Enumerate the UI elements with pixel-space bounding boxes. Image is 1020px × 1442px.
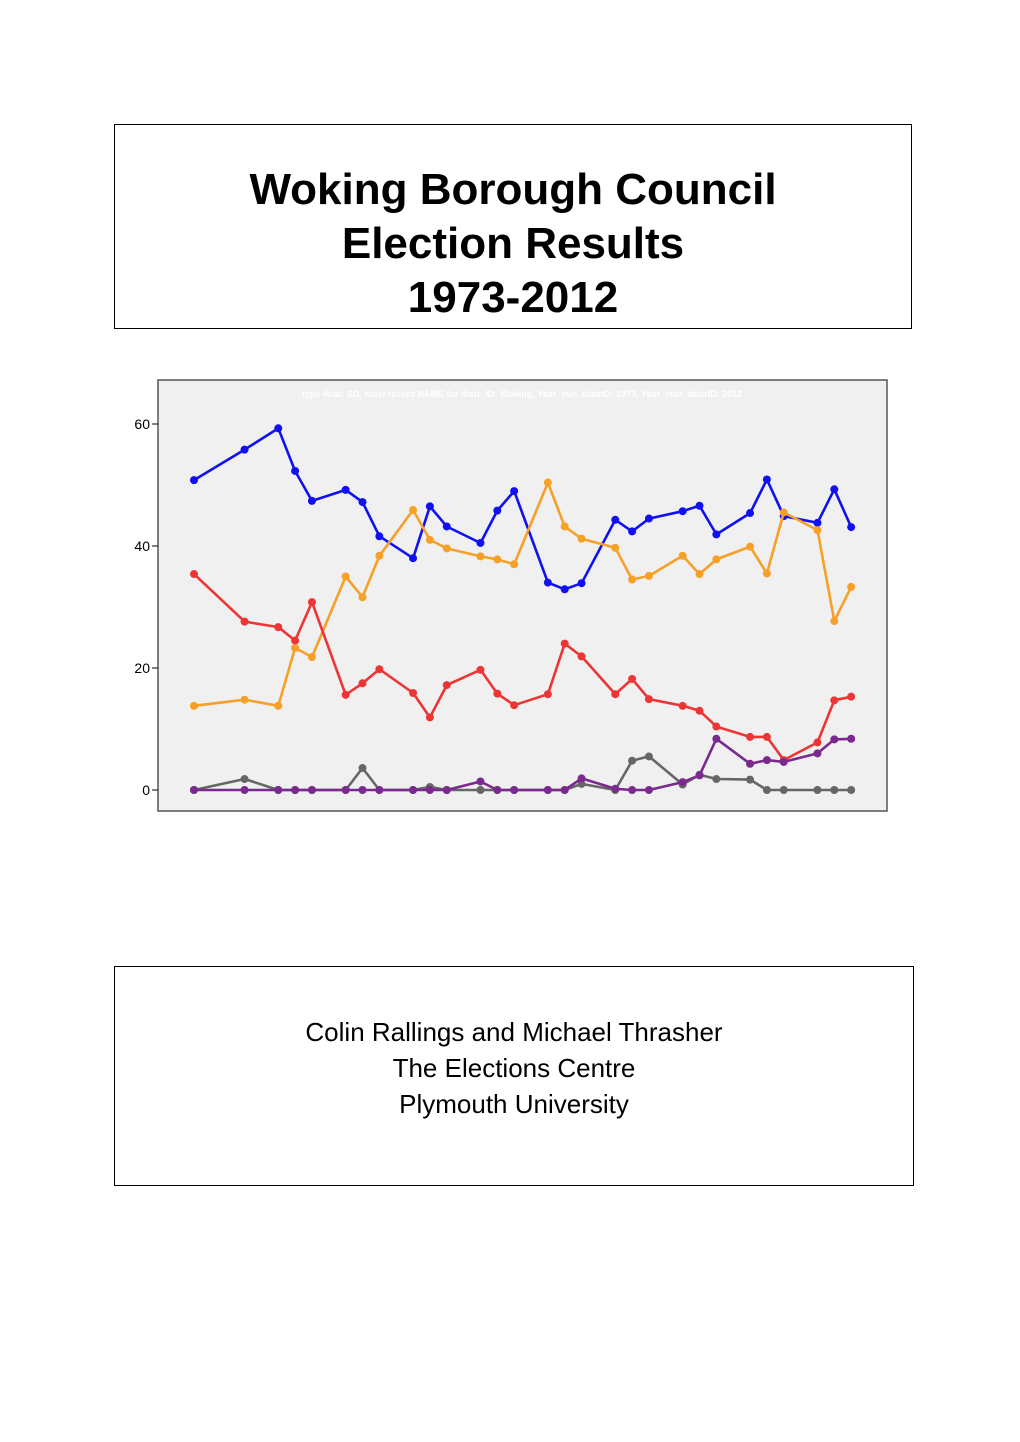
data-point bbox=[712, 555, 720, 563]
data-point bbox=[359, 764, 367, 772]
data-point bbox=[628, 675, 636, 683]
data-point bbox=[830, 735, 838, 743]
data-point bbox=[611, 785, 619, 793]
data-point bbox=[813, 786, 821, 794]
data-point bbox=[443, 681, 451, 689]
y-tick-label: 40 bbox=[134, 538, 150, 554]
data-point bbox=[274, 786, 282, 794]
title-box bbox=[114, 124, 912, 329]
data-point bbox=[830, 617, 838, 625]
data-point bbox=[291, 467, 299, 475]
data-point bbox=[847, 735, 855, 743]
data-point bbox=[679, 552, 687, 560]
data-point bbox=[813, 738, 821, 746]
data-point bbox=[628, 757, 636, 765]
data-point bbox=[611, 690, 619, 698]
data-point bbox=[241, 618, 249, 626]
data-point bbox=[342, 486, 350, 494]
data-point bbox=[578, 535, 586, 543]
data-point bbox=[443, 522, 451, 530]
data-point bbox=[645, 695, 653, 703]
data-point bbox=[493, 555, 501, 563]
data-point bbox=[375, 552, 383, 560]
data-point bbox=[426, 713, 434, 721]
data-point bbox=[493, 507, 501, 515]
data-point bbox=[645, 786, 653, 794]
data-point bbox=[696, 502, 704, 510]
data-point bbox=[763, 569, 771, 577]
data-point bbox=[510, 560, 518, 568]
authors: Colin Rallings and Michael Thrasher bbox=[305, 1017, 723, 1047]
data-point bbox=[813, 749, 821, 757]
data-point bbox=[578, 579, 586, 587]
data-point bbox=[190, 476, 198, 484]
data-point bbox=[426, 502, 434, 510]
data-point bbox=[813, 519, 821, 527]
document-title: Woking Borough Council bbox=[249, 165, 777, 214]
data-point bbox=[611, 544, 619, 552]
data-point bbox=[696, 570, 704, 578]
data-point bbox=[780, 758, 788, 766]
data-point bbox=[847, 693, 855, 701]
data-point bbox=[696, 771, 704, 779]
data-point bbox=[190, 786, 198, 794]
year-range: 1973-2012 bbox=[407, 273, 619, 322]
data-point bbox=[476, 666, 484, 674]
data-point bbox=[291, 637, 299, 645]
data-point bbox=[746, 776, 754, 784]
y-axis bbox=[134, 416, 158, 798]
data-point bbox=[409, 689, 417, 697]
election-chart bbox=[100, 368, 900, 828]
data-point bbox=[359, 786, 367, 794]
data-point bbox=[712, 723, 720, 731]
data-point bbox=[763, 756, 771, 764]
data-point bbox=[342, 573, 350, 581]
data-point bbox=[847, 583, 855, 591]
y-tick-label: 60 bbox=[134, 416, 150, 432]
data-point bbox=[308, 653, 316, 661]
data-point bbox=[578, 774, 586, 782]
data-point bbox=[561, 585, 569, 593]
data-point bbox=[476, 777, 484, 785]
data-point bbox=[746, 543, 754, 551]
data-point bbox=[763, 733, 771, 741]
data-point bbox=[342, 786, 350, 794]
data-point bbox=[813, 526, 821, 534]
data-point bbox=[544, 690, 552, 698]
data-point bbox=[780, 786, 788, 794]
data-point bbox=[544, 579, 552, 587]
data-point bbox=[190, 702, 198, 710]
data-point bbox=[544, 479, 552, 487]
data-point bbox=[696, 707, 704, 715]
data-point bbox=[763, 786, 771, 794]
data-point bbox=[241, 446, 249, 454]
data-point bbox=[645, 752, 653, 760]
data-point bbox=[847, 523, 855, 531]
data-point bbox=[291, 644, 299, 652]
data-point bbox=[190, 570, 198, 578]
data-point bbox=[578, 652, 586, 660]
data-point bbox=[443, 544, 451, 552]
data-point bbox=[746, 760, 754, 768]
data-point bbox=[241, 775, 249, 783]
data-point bbox=[611, 516, 619, 524]
data-point bbox=[561, 786, 569, 794]
data-point bbox=[510, 701, 518, 709]
data-point bbox=[493, 786, 501, 794]
data-point bbox=[359, 498, 367, 506]
data-point bbox=[359, 679, 367, 687]
data-point bbox=[628, 786, 636, 794]
data-point bbox=[763, 476, 771, 484]
data-point bbox=[308, 497, 316, 505]
credit-box bbox=[114, 966, 914, 1186]
centre: The Elections Centre bbox=[392, 1053, 636, 1083]
university: Plymouth University bbox=[399, 1089, 629, 1119]
data-point bbox=[679, 507, 687, 515]
data-point bbox=[679, 702, 687, 710]
plot-background bbox=[158, 380, 887, 811]
data-point bbox=[544, 786, 552, 794]
data-point bbox=[426, 536, 434, 544]
data-point bbox=[359, 593, 367, 601]
data-point bbox=[830, 786, 838, 794]
data-point bbox=[847, 786, 855, 794]
data-point bbox=[375, 786, 383, 794]
document-subtitle: Election Results bbox=[341, 219, 685, 268]
data-point bbox=[712, 735, 720, 743]
data-point bbox=[493, 690, 501, 698]
data-point bbox=[780, 508, 788, 516]
data-point bbox=[679, 778, 687, 786]
data-point bbox=[375, 532, 383, 540]
data-point bbox=[443, 786, 451, 794]
data-point bbox=[628, 576, 636, 584]
data-point bbox=[476, 786, 484, 794]
data-point bbox=[645, 515, 653, 523]
data-point bbox=[308, 598, 316, 606]
data-point bbox=[561, 640, 569, 648]
data-point bbox=[476, 552, 484, 560]
data-point bbox=[746, 509, 754, 517]
data-point bbox=[476, 539, 484, 547]
chart-svg bbox=[100, 368, 900, 828]
data-point bbox=[274, 424, 282, 432]
data-point bbox=[409, 786, 417, 794]
data-point bbox=[628, 527, 636, 535]
data-point bbox=[426, 786, 434, 794]
data-point bbox=[561, 522, 569, 530]
data-point bbox=[274, 702, 282, 710]
chart-subtitle: type 4cat: SD, most recent NAME for distr_ID: Woking, Year_min_distrID: 1973, Year_max_distrID: 2012 bbox=[301, 389, 743, 399]
data-point bbox=[342, 691, 350, 699]
data-point bbox=[830, 485, 838, 493]
data-point bbox=[510, 487, 518, 495]
data-point bbox=[375, 665, 383, 673]
data-point bbox=[510, 786, 518, 794]
data-point bbox=[645, 572, 653, 580]
data-point bbox=[712, 775, 720, 783]
data-point bbox=[241, 786, 249, 794]
data-point bbox=[830, 696, 838, 704]
data-point bbox=[409, 506, 417, 514]
data-point bbox=[291, 786, 299, 794]
data-point bbox=[274, 623, 282, 631]
data-point bbox=[308, 786, 316, 794]
data-point bbox=[409, 554, 417, 562]
data-point bbox=[746, 733, 754, 741]
y-tick-label: 20 bbox=[134, 660, 150, 676]
data-point bbox=[241, 696, 249, 704]
data-point bbox=[712, 530, 720, 538]
y-tick-label: 0 bbox=[142, 782, 150, 798]
